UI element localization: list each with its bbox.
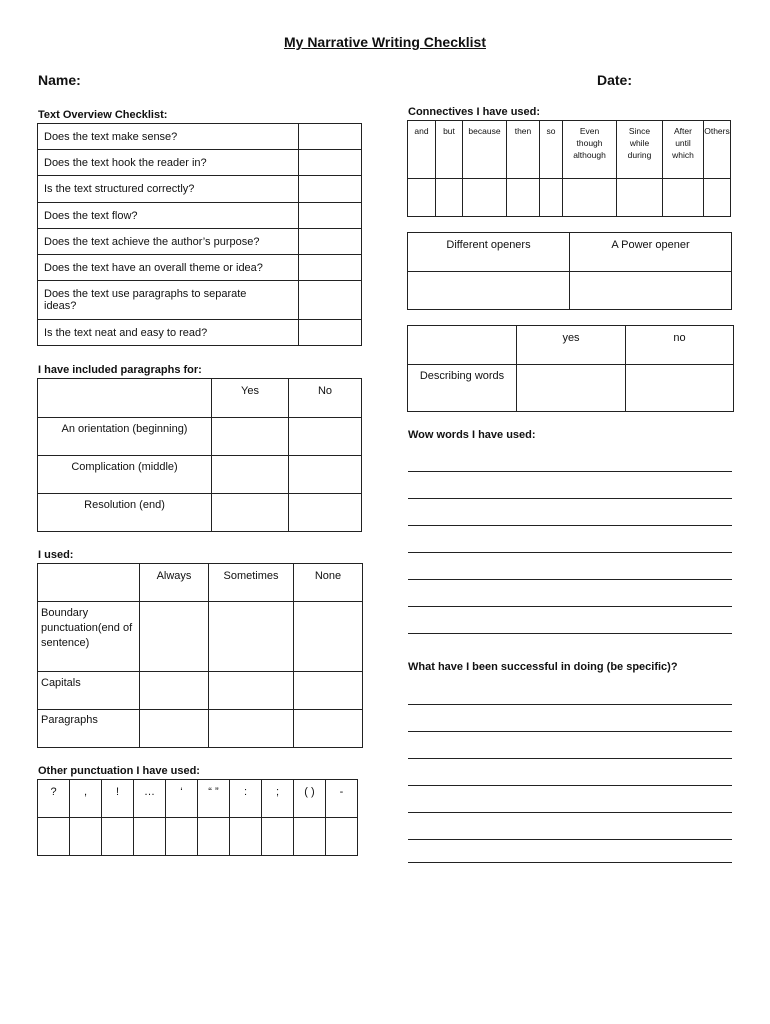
checkbox-cell[interactable] [299, 176, 362, 203]
checkbox-cell[interactable] [294, 710, 363, 748]
table-row [38, 255, 362, 281]
writing-line[interactable] [408, 471, 732, 472]
connective-word: but [436, 121, 463, 179]
writing-line[interactable] [408, 731, 732, 732]
checkbox-cell[interactable] [102, 818, 134, 856]
checkbox-cell[interactable] [563, 179, 617, 217]
checkbox-cell[interactable] [212, 418, 289, 456]
writing-line[interactable] [408, 498, 732, 499]
checkbox-cell[interactable] [436, 179, 463, 217]
row-label: Paragraphs [38, 710, 140, 748]
checkbox-cell[interactable] [540, 179, 563, 217]
column-header: Always [140, 564, 209, 602]
checkbox-cell[interactable] [299, 281, 362, 320]
checkbox-cell[interactable] [140, 602, 209, 672]
writing-line[interactable] [408, 633, 732, 634]
column-header: A Power opener [570, 233, 732, 272]
table-row [38, 150, 362, 176]
checkbox-cell[interactable] [663, 179, 704, 217]
checkbox-cell[interactable] [209, 710, 294, 748]
checkbox-cell[interactable] [212, 494, 289, 532]
table-row [38, 229, 362, 255]
checkbox-cell[interactable] [408, 179, 436, 217]
connective-word: After until which [663, 121, 704, 179]
table-row [38, 379, 362, 418]
checkbox-cell[interactable] [294, 602, 363, 672]
blank-header-cell [38, 564, 140, 602]
writing-line[interactable] [408, 606, 732, 607]
paragraphs-heading: I have included paragraphs for: [38, 364, 202, 376]
table-row [408, 272, 732, 310]
text-overview-item: Does the text hook the reader in? [38, 150, 299, 176]
table-row [38, 456, 362, 494]
writing-line[interactable] [408, 552, 732, 553]
describing-words-table [407, 325, 734, 412]
row-label: An orientation (beginning) [38, 418, 212, 456]
column-header: None [294, 564, 363, 602]
checkbox-cell[interactable] [289, 456, 362, 494]
paragraphs-table [37, 378, 362, 532]
table-row [408, 233, 732, 272]
connective-word: so [540, 121, 563, 179]
table-row [38, 780, 358, 818]
writing-line[interactable] [408, 812, 732, 813]
row-label: Boundary punctuation(end of sentence) [38, 602, 140, 672]
row-label: Resolution (end) [38, 494, 212, 532]
punctuation-mark: ; [262, 780, 294, 818]
column-header: Different openers [408, 233, 570, 272]
punctuation-mark: ? [38, 780, 70, 818]
text-overview-item: Is the text structured correctly? [38, 176, 299, 203]
checkbox-cell[interactable] [617, 179, 663, 217]
connective-word: Even though although [563, 121, 617, 179]
checkbox-cell[interactable] [299, 150, 362, 176]
i-used-heading: I used: [38, 549, 74, 561]
punctuation-mark: “ ” [198, 780, 230, 818]
checkbox-cell[interactable] [299, 229, 362, 255]
date-label: Date: [597, 72, 633, 88]
writing-line[interactable] [408, 785, 732, 786]
table-row [408, 365, 734, 412]
i-used-table [37, 563, 363, 748]
punctuation-mark: ( ) [294, 780, 326, 818]
table-row [38, 124, 362, 150]
text-entry-cell[interactable] [408, 272, 570, 310]
checkbox-cell[interactable] [38, 818, 70, 856]
row-label: Complication (middle) [38, 456, 212, 494]
text-overview-heading: Text Overview Checklist: [38, 109, 168, 121]
writing-line[interactable] [408, 579, 732, 580]
column-header: Sometimes [209, 564, 294, 602]
successful-heading: What have I been successful in doing (be specific)? [408, 661, 678, 673]
table-row [38, 176, 362, 203]
row-label: Describing words [408, 365, 517, 412]
punctuation-mark: ‘ [166, 780, 198, 818]
table-row [38, 203, 362, 229]
checkbox-cell[interactable] [507, 179, 540, 217]
name-label: Name: [38, 72, 81, 88]
blank-header-cell [38, 379, 212, 418]
checkbox-cell[interactable] [299, 124, 362, 150]
table-row [38, 818, 358, 856]
checkbox-cell[interactable] [166, 818, 198, 856]
checkbox-cell[interactable] [299, 320, 362, 346]
column-header: Yes [212, 379, 289, 418]
table-row [38, 710, 363, 748]
checkbox-cell[interactable] [517, 365, 626, 412]
column-header: yes [517, 326, 626, 365]
table-row [38, 602, 363, 672]
checkbox-cell[interactable] [294, 672, 363, 710]
other-punctuation-table [37, 779, 358, 856]
table-row [38, 320, 362, 346]
connective-word: Since while during [617, 121, 663, 179]
checkbox-cell[interactable] [198, 818, 230, 856]
connective-word: because [463, 121, 507, 179]
punctuation-mark: - [326, 780, 358, 818]
checkbox-cell[interactable] [140, 672, 209, 710]
text-overview-table [37, 123, 362, 346]
row-label: Capitals [38, 672, 140, 710]
checkbox-cell[interactable] [134, 818, 166, 856]
checkbox-cell[interactable] [209, 672, 294, 710]
text-overview-item: Does the text use paragraphs to separate ideas? [38, 281, 299, 320]
checkbox-cell[interactable] [212, 456, 289, 494]
wow-words-heading: Wow words I have used: [408, 429, 536, 441]
text-overview-item: Does the text achieve the author’s purpose? [38, 229, 299, 255]
text-overview-item: Does the text flow? [38, 203, 299, 229]
checkbox-cell[interactable] [289, 418, 362, 456]
table-row [408, 326, 734, 365]
punctuation-mark: ! [102, 780, 134, 818]
checkbox-cell[interactable] [262, 818, 294, 856]
checkbox-cell[interactable] [70, 818, 102, 856]
blank-header-cell [408, 326, 517, 365]
checkbox-cell[interactable] [140, 710, 209, 748]
checkbox-cell[interactable] [289, 494, 362, 532]
page-title: My Narrative Writing Checklist [283, 34, 487, 50]
writing-line[interactable] [408, 525, 732, 526]
table-row [38, 494, 362, 532]
text-overview-item: Does the text have an overall theme or idea? [38, 255, 299, 281]
text-entry-cell[interactable] [570, 272, 732, 310]
punctuation-mark: , [70, 780, 102, 818]
table-row [38, 418, 362, 456]
checkbox-cell[interactable] [209, 602, 294, 672]
writing-line[interactable] [408, 704, 732, 705]
connective-word: and [408, 121, 436, 179]
other-punctuation-heading: Other punctuation I have used: [38, 765, 200, 777]
checkbox-cell[interactable] [626, 365, 734, 412]
punctuation-mark: : [230, 780, 262, 818]
table-row [38, 281, 362, 320]
column-header: No [289, 379, 362, 418]
checkbox-cell[interactable] [704, 179, 731, 217]
table-row [38, 564, 363, 602]
checkbox-cell[interactable] [299, 255, 362, 281]
writing-line[interactable] [408, 758, 732, 759]
checkbox-cell[interactable] [326, 818, 358, 856]
checkbox-cell[interactable] [463, 179, 507, 217]
writing-line[interactable] [408, 862, 732, 863]
connectives-heading: Connectives I have used: [408, 106, 541, 118]
connective-word: Others [704, 121, 731, 179]
writing-line[interactable] [408, 839, 732, 840]
table-row [408, 179, 731, 217]
checkbox-cell[interactable] [230, 818, 262, 856]
text-overview-item: Does the text make sense? [38, 124, 299, 150]
connective-word: then [507, 121, 540, 179]
checkbox-cell[interactable] [299, 203, 362, 229]
column-header: no [626, 326, 734, 365]
checkbox-cell[interactable] [294, 818, 326, 856]
text-overview-item: Is the text neat and easy to read? [38, 320, 299, 346]
openers-table [407, 232, 732, 310]
punctuation-mark: … [134, 780, 166, 818]
table-row [408, 121, 731, 179]
table-row [38, 672, 363, 710]
connectives-table [407, 120, 731, 217]
